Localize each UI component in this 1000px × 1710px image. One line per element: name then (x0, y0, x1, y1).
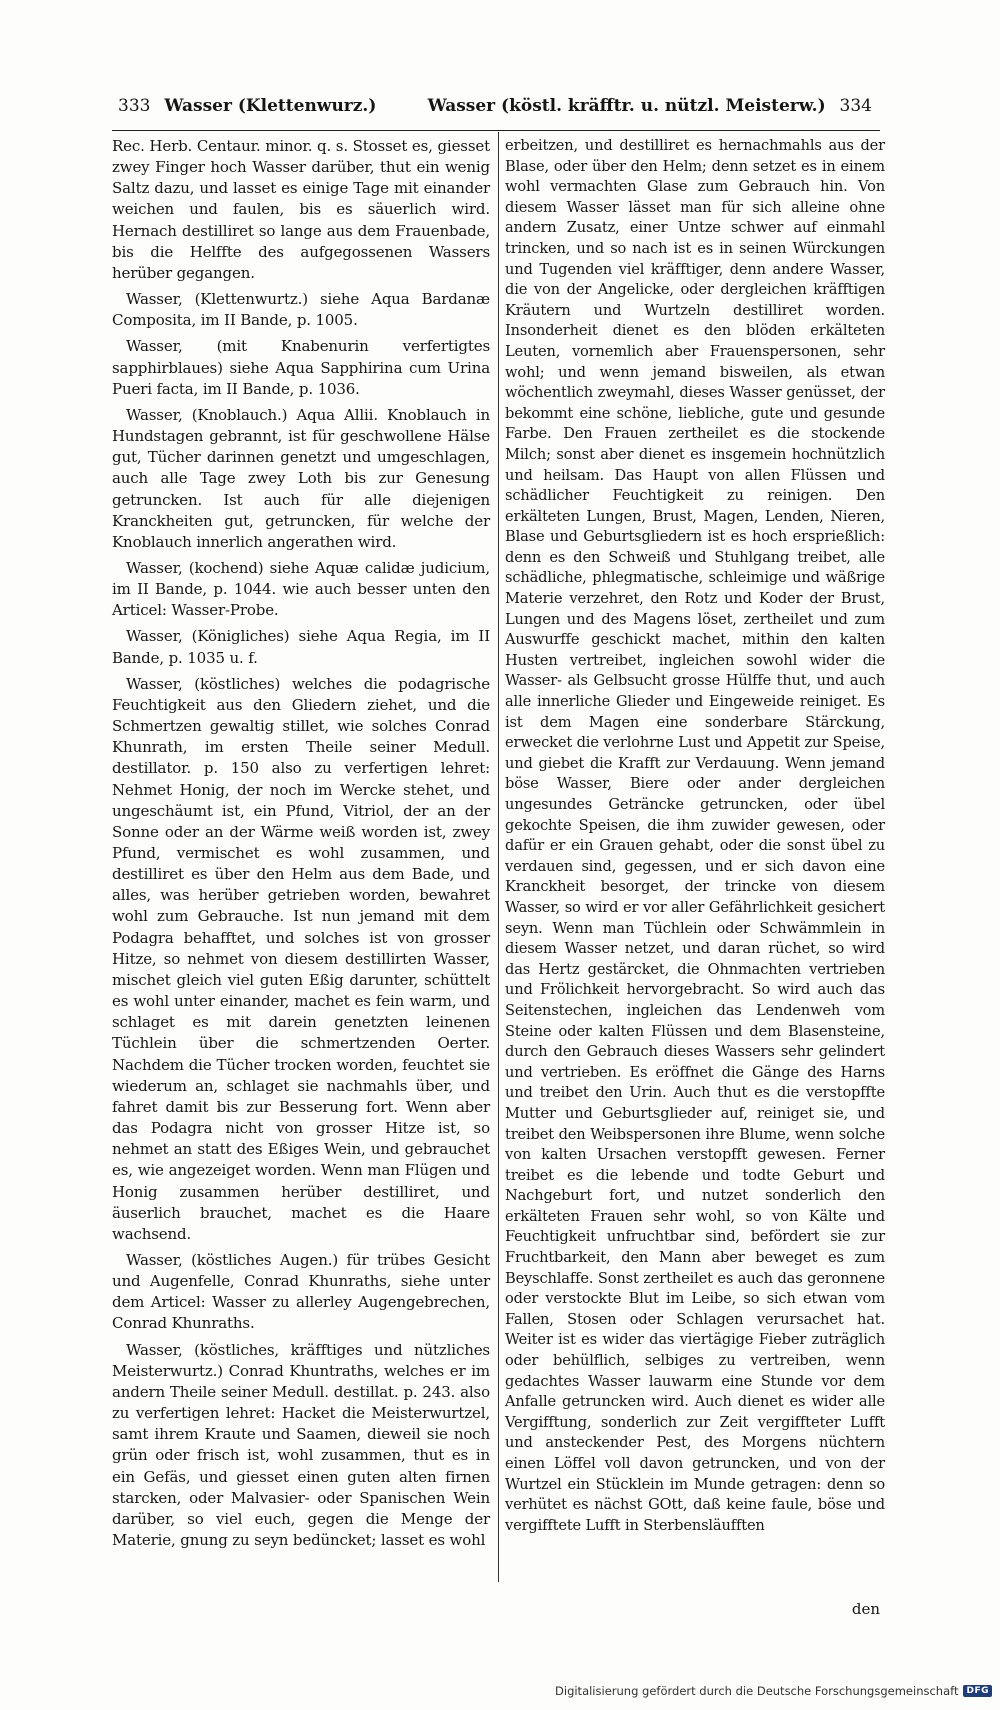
entry-paragraph: Wasser, (Königliches) siehe Aqua Regia, im II Bande, p. 1035 u. f. (112, 627, 490, 667)
header-title-right: Wasser (köstl. kräfftr. u. nützl. Meisterw.) (427, 96, 826, 116)
entry-paragraph: Wasser, (köstliches, kräfftiges und nützliches Meisterwurtz.) Conrad Khuntraths, welches er im andern Theile seiner Medull. destillat. p. 243. also zu verfertigen lehret: Hacket die Meisterwurtzel, samt ihrem Kraute und Saamen, dieweil sie noch grün oder frisch ist, wohl zusammen, thut es in ein Gefäs, und giesset einen guten alten firnen starcken, oder Malvasier- oder Spanischen Wein darüber, so viel euch, gegen die Menge der Materie, gnung zu seyn bedüncket; lasset es wohl (112, 1340, 490, 1549)
header-left (110, 96, 376, 116)
digitization-footer (555, 1684, 992, 1698)
running-head (110, 96, 880, 128)
right-column (505, 136, 885, 1541)
page-number-right: 334 (839, 96, 872, 116)
entry-paragraph: Wasser, (köstliches Augen.) für trübes Gesicht und Augenfelle, Conrad Khunraths, siehe unter dem Articel: Wasser zu allerley Augengebrechen, Conrad Khunraths. (112, 1250, 490, 1333)
left-column (112, 136, 490, 1556)
header-title-left: Wasser (Klettenwurz.) (164, 96, 377, 116)
header-right (428, 96, 880, 116)
paragraph: erbeitzen, und destilliret es hernachmahls aus der Blase, oder über den Helm; denn setzet es in einem wohl vermachten Glase zum Gebrauch hin. Von diesem Wasser lässet man für sich alleine ohne andern Zusatz, einer Untze schwer auf einmahl trincken, und so nach ist es in seinen Würckungen und Tugenden viel kräfftiger, denn andere Wasser, die von der Angelicke, oder dergleichen kräfftigen Kräutern und Wurtzeln destilliret worden. Insonderheit dienet es den blöden erkälteten Leuten, vornemlich aber Frauenspersonen, sehr wohl; und wenn jemand bisweilen, als etwan wöchentlich zweymahl, dieses Wasser genüsset, der bekommt eine schöne, liebliche, gute und gesunde Farbe. Den Frauen zertheilet es die stockende Milch; sonst aber dienet es insgemein hochnützlich und heilsam. Das Haupt von allen Flüssen und schädlicher Feuchtigkeit zu reinigen. Den erkälteten Lungen, Brust, Magen, Lenden, Nieren, Blase und Geburtsgliedern ist es hoch ersprießlich: denn es den Schweiß und Stuhlgang treibet, alle schädliche, phlegmatische, schleimige und wäßrige Materie verzehret, den Rotz und Koder der Brust, Lungen und des Magens löset, zertheilet und zum Auswurffe geschickt machet, mithin den kalten Husten vertreibet, ingleichen sowohl wider die Wasser- als Gelbsucht grosse Hülffe thut, und auch alle innerliche Glieder und Eingeweide reiniget. Es ist dem Magen eine sonderbare Stärckung, erwecket die verlohrne Lust und Appetit zur Speise, und giebet die Krafft zur Verdauung. Wenn jemand böse Wasser, Biere oder ander dergleichen ungesundes Geträncke getruncken, oder übel gekochte Speisen, die ihm zuwider gewesen, oder dafür er ein Grauen gehabt, oder die sonst übel zu verdauen sind, gegessen, und er sich davon eine Kranckheit besorget, der trincke von diesem Wasser, so wird er vor aller Gefährlichkeit gesichert seyn. Wenn man Tüchlein oder Schwämmlein in diesem Wasser netzet, und daran rüchet, so wird das Hertz gestärcket, die Ohnmachten vertrieben und Frölichkeit hervorgebracht. So wird auch das Seitenstechen, ingleichen das Lendenweh vom Steine oder kalten Flüssen und dem Blasensteine, durch den Gebrauch dieses Wassers sehr gelindert und vertrieben. Es eröffnet die Gänge des Harns und treibet den Urin. Auch thut es die verstopffte Mutter und Geburtsglieder auf, reiniget sie, und treibet den Weibspersonen ihre Blume, wenn solche von kalten Ursachen verstopfft gewesen. Ferner treibet es die lebende und todte Geburt und Nachgeburt fort, und nutzet sonderlich den erkälteten Frauen sehr wohl, so von Kälte und Feuchtigkeit unfruchtbar sind, befördert sie zur Fruchtbarkeit, den Mann aber beweget es zum Beyschlaffe. Sonst zertheilet es auch das geronnene oder verstockte Blut im Leibe, so sich etwan vom Fallen, Stosen oder Schlagen verursachet hat. Weiter ist es wider das viertägige Fieber zuträglich oder behülflich, selbiges zu vertreiben, wenn gedachtes Wasser lauwarm eine Stunde vor dem Anfalle getruncken wird. Auch dienet es wider alle Vergifftung, sonderlich zur Zeit vergiffteter Lufft und ansteckender Pest, des Morgens nüchtern einen Löffel voll davon getruncken, und von der Wurtzel ein Stücklein im Munde getragen: denn so verhütet es nächst GOtt, daß keine faule, böse und vergifftete Lufft in Sterbensläufften (505, 137, 885, 1534)
header-rule (112, 130, 880, 131)
column-divider (498, 132, 499, 1582)
entry-paragraph: Wasser, (kochend) siehe Aquæ calidæ judicium, im II Bande, p. 1044. wie auch besser unten den Articel: Wasser-Probe. (112, 558, 490, 620)
page-number-left: 333 (118, 96, 151, 116)
entry-paragraph: Wasser, (Knoblauch.) Aqua Allii. Knoblauch in Hundstagen gebrannt, ist für geschwollene Hälse gut, Tücher darinnen genetzt und umgeschlagen, auch alle Tage zwey Loth bis zur Genesung getruncken. Ist auch für alle diejenigen Kranckheiten gut, getruncken, für welche der Knoblauch innerlich angerathen wird. (112, 405, 490, 551)
paragraph: Rec. Herb. Centaur. minor. q. s. Stosset es, giesset zwey Finger hoch Wasser darüber, thut ein wenig Saltz dazu, und lasset es einige Tage mit einander weichen und faulen, bis es säuerlich wird. Hernach destilliret so lange aus dem Frauenbade, bis die Helffte des aufgegossenen Wassers herüber gegangen. (112, 137, 490, 282)
dfg-logo-icon: DFG (963, 1685, 992, 1697)
entry-paragraph: Wasser, (mit Knabenurin verfertigtes sapphirblaues) siehe Aqua Sapphirina cum Urina Pueri facta, im II Bande, p. 1036. (112, 337, 490, 398)
entry-paragraph: Wasser, (köstliches) welches die podagrische Feuchtigkeit aus den Gliedern ziehet, und die Schmertzen gewaltig stillet, wie solches Conrad Khunrath, im ersten Theile seiner Medull. destillator. p. 150 also zu verfertigen lehret: Nehmet Honig, der noch im Wercke stehet, und ungeschäumt ist, ein Pfund, Vitriol, der an der Sonne oder an der Wärme weiß worden ist, zwey Pfund, vermischet es wohl zusammen, und destilliret es über den Helm aus dem Bade, und alles, was herüber getrieben worden, bewahret wohl zum Gebrauche. Ist nun jemand mit dem Podagra behafftet, und solches ist von grosser Hitze, so nehmet von diesem destillirten Wasser, mischet gleich viel guten Eßig darunter, schüttelt es wohl unter einander, machet es fein warm, und schlaget es mit darein genetzten leinenen Tüchlein über die schmertzenden Oerter. Nachdem die Tücher trocken worden, feuchtet sie wiederum an, schlaget sie nachmahls über, und fahret damit bis zur Besserung fort. Wenn aber das Podagra nicht von grosser Hitze ist, so nehmet an statt des Eßiges Wein, und gebrauchet es, wie angezeiget worden. Wenn man Flügen und Honig zusammen herüber destilliret, und äuserlich brauchet, machet es die Haare wachsend. (112, 674, 490, 1243)
entry-paragraph: Wasser, (Klettenwurtz.) siehe Aqua Bardanæ Composita, im II Bande, p. 1005. (112, 290, 490, 330)
catchword: den (851, 1600, 880, 1618)
footer-text: Digitalisierung gefördert durch die Deutsche Forschungsgemeinschaft (555, 1684, 959, 1698)
